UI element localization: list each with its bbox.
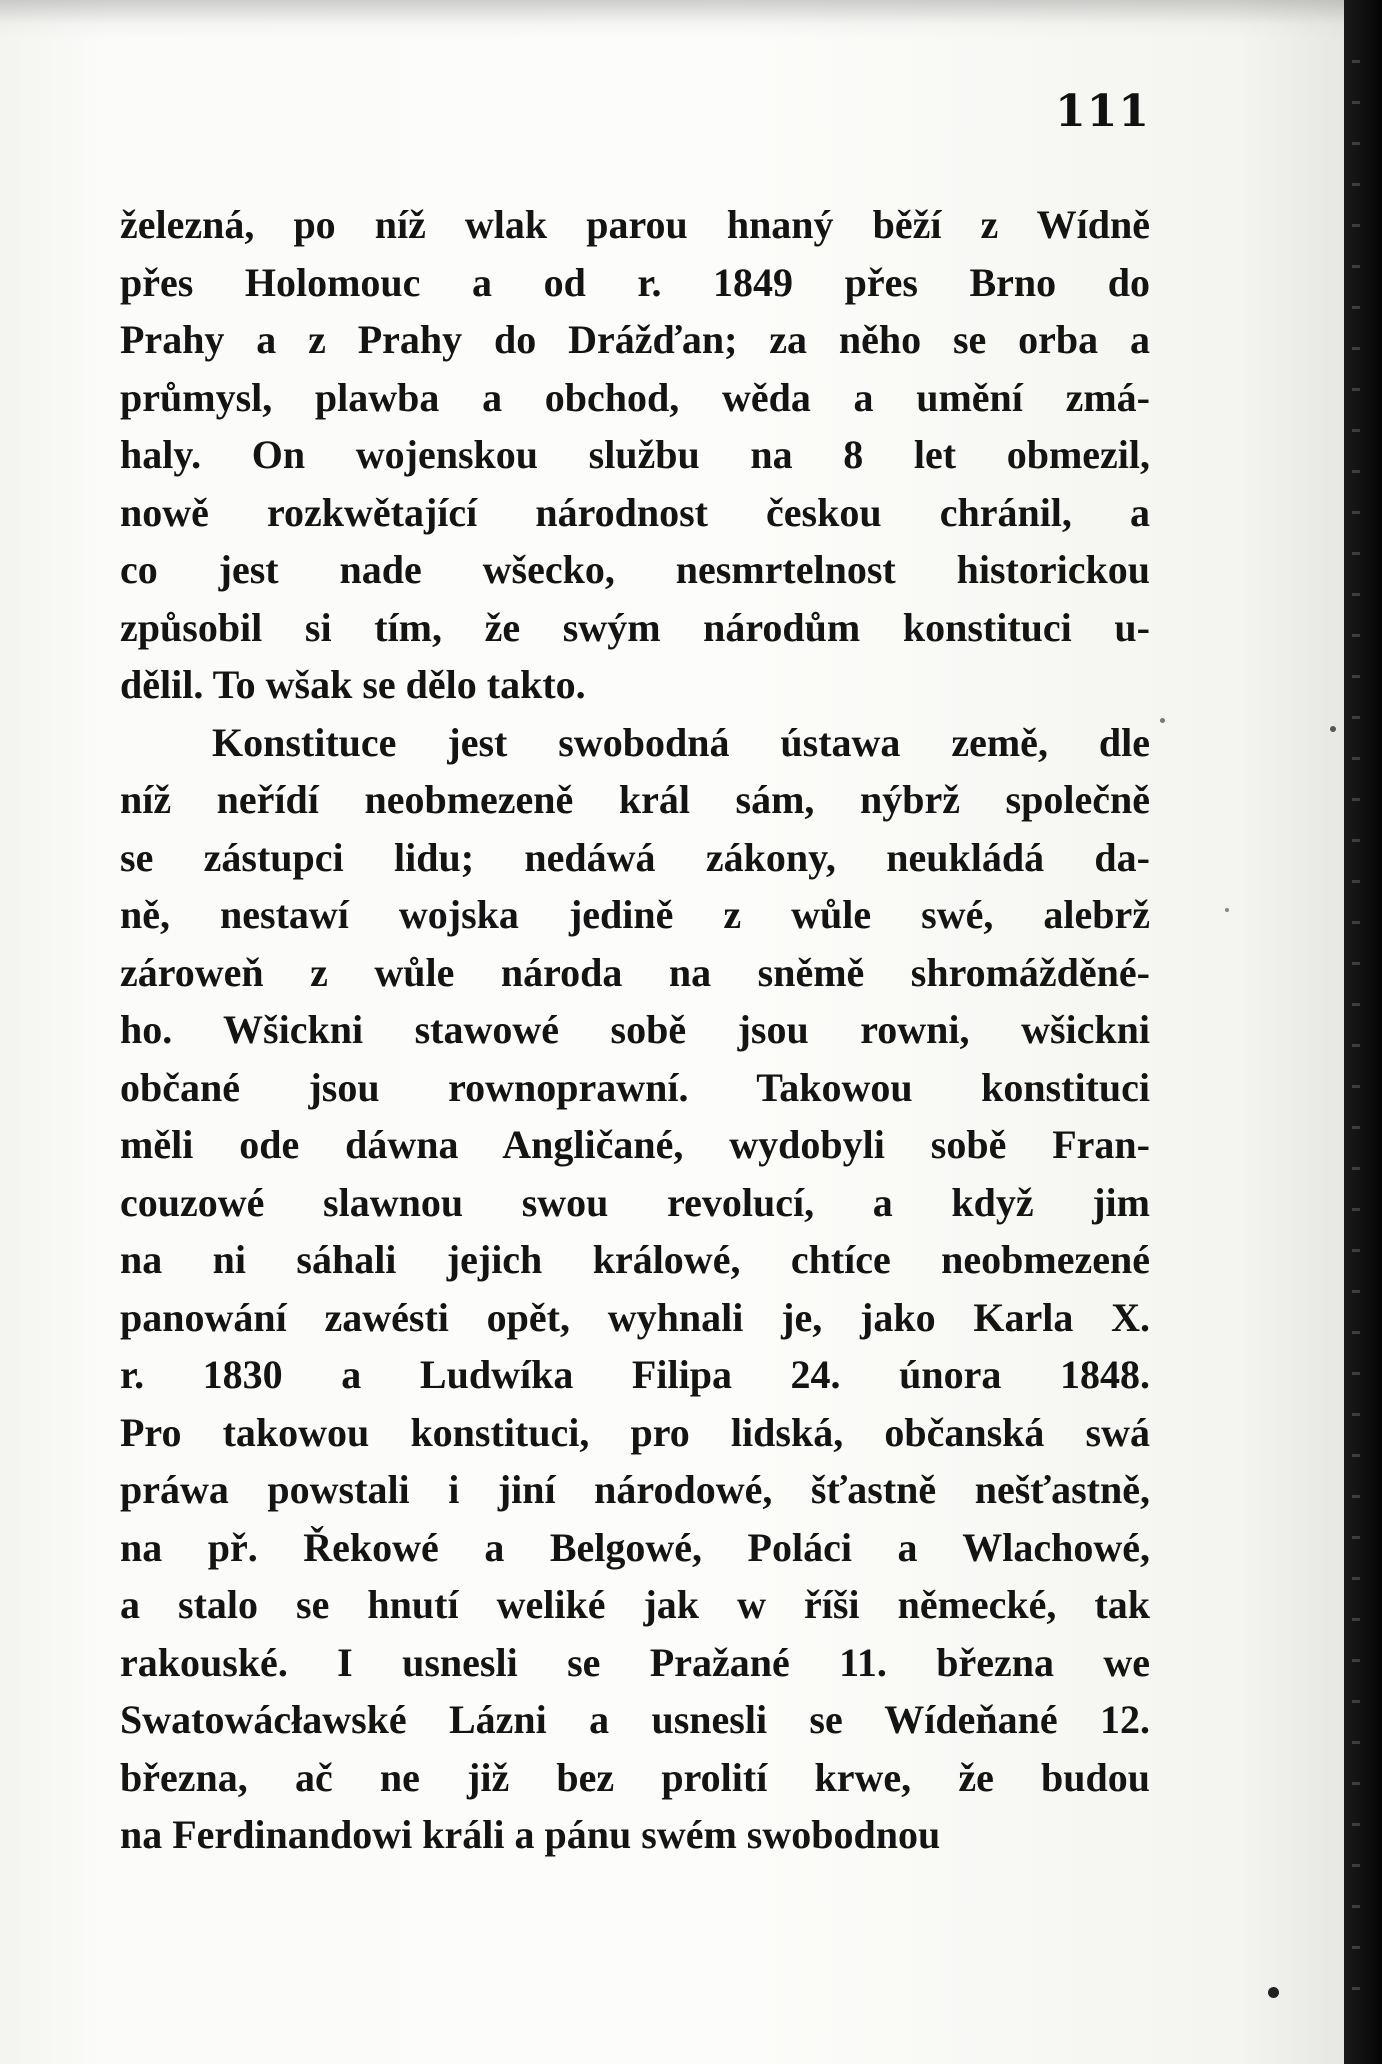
text-line: r. 1830 a Ludwíka Filipa 24. února 1848. — [120, 1352, 1150, 1397]
text-line: a stalo se hnutí weliké jak w říši německé, tak — [120, 1582, 1150, 1627]
body-text — [120, 196, 1150, 1864]
text-line: zároweň z wůle národa na sněmě shromážděné- — [120, 949, 1150, 995]
text-line: průmysl, plawba a obchod, wěda a umění zmá- — [120, 374, 1150, 420]
text-line: co jest nade wšecko, nesmrtelnost historickou — [120, 547, 1150, 592]
text-line: práwa powstali i jiní národowé, šťastně nešťastně, — [120, 1467, 1150, 1512]
paragraph-first-line: Konstituce jest swobodná ústawa země, dle — [212, 719, 1150, 765]
ink-speck — [1268, 1987, 1279, 1998]
binding-edge — [1344, 0, 1382, 2064]
text-line: ně, nestawí wojska jedině z wůle swé, alebrž — [120, 892, 1150, 937]
text-line: rakouské. I usnesli se Pražané 11. března we — [120, 1639, 1150, 1685]
text-line: panowání zawésti opět, wyhnali je, jako Karla X. — [120, 1294, 1150, 1340]
text-line: přes Holomouc a od r. 1849 přes Brno do — [120, 259, 1150, 305]
text-line: občané jsou rownoprawní. Takowou konstituci — [120, 1064, 1150, 1110]
page-number: 111 — [1055, 86, 1150, 137]
text-line: měli ode dáwna Angličané, wydobyli sobě Fran- — [120, 1122, 1150, 1167]
text-line: ho. Wšickni stawowé sobě jsou rowni, wšickni — [120, 1007, 1150, 1052]
text-line: níž neřídí neobmezeně král sám, nýbrž společně — [120, 777, 1150, 822]
text-line: se zástupci lidu; nedáwá zákony, neukládá da- — [120, 834, 1150, 880]
text-line: na Ferdinandowi králi a pánu swém swobodnou — [120, 1812, 941, 1857]
text-line: couzowé slawnou swou revolucí, a když jim — [120, 1179, 1150, 1225]
page-top-shadow — [0, 0, 1345, 40]
text-line: na ni sáhali jejich králowé, chtíce neobmezené — [120, 1237, 1150, 1282]
text-line: Pro takowou konstituci, pro lidská, občanská swá — [120, 1409, 1150, 1455]
binding-texture — [1352, 60, 1360, 2010]
ink-speck — [1160, 718, 1165, 723]
ink-speck — [1330, 726, 1336, 732]
text-line: haly. On wojenskou službu na 8 let obmezil, — [120, 432, 1150, 477]
text-line: nowě rozkwětající národnost českou chránil, a — [120, 489, 1150, 535]
text-line: způsobil si tím, že swým národům konstituci u- — [120, 604, 1150, 650]
text-line: března, ač ne již bez prolití krwe, že budou — [120, 1754, 1150, 1800]
text-line: na př. Řekowé a Belgowé, Poláci a Wlachowé, — [120, 1524, 1150, 1570]
text-line: Prahy a z Prahy do Drážďan; za něho se orba a — [120, 317, 1150, 362]
text-line: dělil. To wšak se dělo takto. — [120, 662, 586, 707]
text-line: Swatowácławské Lázni a usnesli se Wídeňané 12. — [120, 1697, 1150, 1742]
text-line: železná, po níž wlak parou hnaný běží z Wídně — [120, 202, 1150, 247]
ink-speck — [1225, 908, 1229, 912]
